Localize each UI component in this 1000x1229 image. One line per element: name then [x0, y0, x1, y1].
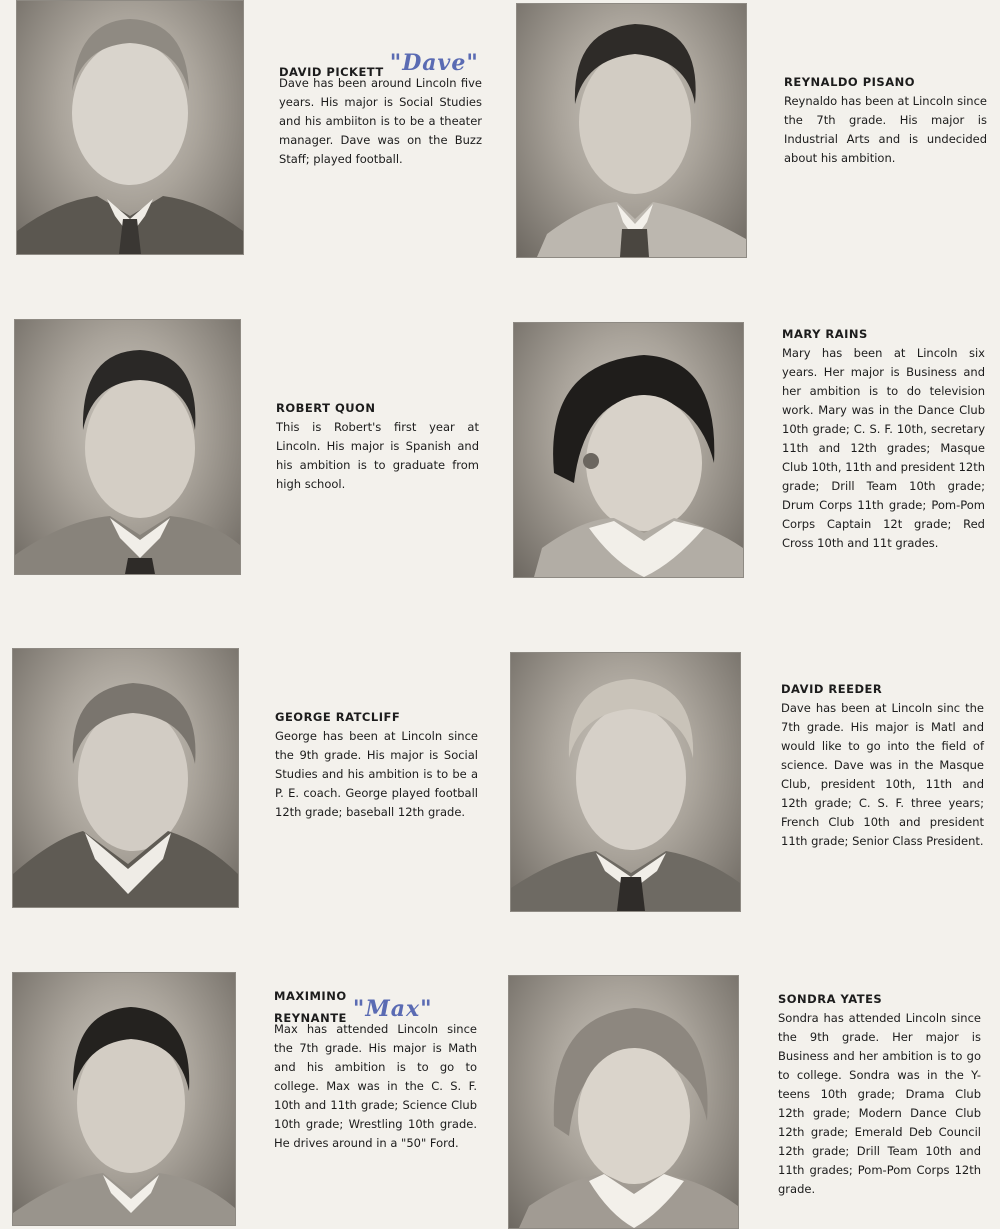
- student-bio: George has been at Lincoln since the 9th grade. His major is Social Studies and his ambition is to be a P. E. coach. George played football 12th grade; baseball 12th grade.: [275, 729, 478, 819]
- student-bio: Reynaldo has been at Lincoln since the 7th grade. His major is Industrial Arts and is undecided about his ambition.: [784, 94, 987, 165]
- portrait-george-ratcliff: [12, 648, 239, 908]
- student-name: ROBERT QUON: [276, 401, 376, 415]
- portrait-david-pickett: [16, 0, 244, 255]
- portrait-sondra-yates: [508, 975, 739, 1229]
- entry-david-pickett: [279, 50, 482, 169]
- student-bio: Dave has been around Lincoln five years. His major is Social Studies and his ambiiton is to be a theater manager. Dave was on the Buzz Staff; played football.: [279, 76, 482, 166]
- student-name: MARY RAINS: [782, 327, 868, 341]
- student-name: DAVID REEDER: [781, 682, 883, 696]
- entry-david-reeder: [781, 680, 984, 851]
- student-bio: Dave has been at Lincoln sinc the 7th grade. His major is Matl and would like to go into the field of science. Dave was in the Masque Club, president 10th, 11th and 12th grade; C. S. F. three years; French Club 10th and president 11th grade; Senior Class President.: [781, 701, 984, 848]
- entry-sondra-yates: [778, 990, 981, 1199]
- entry-robert-quon: [276, 399, 479, 494]
- student-name: DAVID PICKETT: [279, 65, 384, 79]
- portrait-david-reeder: [510, 652, 741, 912]
- entry-maximino-reynante: [274, 987, 477, 1153]
- portrait-maximino-reynante: [12, 972, 236, 1226]
- student-bio: Max has attended Lincoln since the 7th grade. His major is Math and his ambition is to go to college. Max was in the C. S. F. 10th and 11th grade; Science Club 10th grade; Wrestling 10th grade. He drives around in a "50" Ford.: [274, 1022, 477, 1150]
- handwritten-nickname: "Dave": [389, 50, 479, 76]
- handwritten-nickname: "Max": [352, 996, 433, 1022]
- portrait-robert-quon: [14, 319, 241, 575]
- portrait-reynaldo-pisano: [516, 3, 747, 258]
- student-name: REYNALDO PISANO: [784, 75, 916, 89]
- entry-mary-rains: [782, 325, 985, 553]
- entry-reynaldo-pisano: [784, 73, 987, 168]
- student-name: GEORGE RATCLIFF: [275, 710, 401, 724]
- portrait-mary-rains: [513, 322, 744, 578]
- student-bio: Sondra has attended Lincoln since the 9th grade. Her major is Business and her ambition is to go to college. Sondra was in the Y-teens 10th grade; Drama Club 12th grade; Modern Dance Club 12th grade; Emerald Deb Council 12th grade; Drill Team 10th and 11th grades; Pom-Pom Corps 12th grade.: [778, 1011, 981, 1196]
- student-bio: Mary has been at Lincoln six years. Her major is Business and her ambition is to do television work. Mary was in the Dance Club 10th grade; C. S. F. 10th, secretary 11th and 12th grades; Masque Club 10th, 11th and president 12th grade; Drill Team 10th grade; Drum Corps 11th grade; Pom-Pom Corps Captain 12t grade; Red Cross 10th and 11t grades.: [782, 346, 985, 550]
- student-name: MAXIMINO REYNANTE: [274, 989, 347, 1025]
- student-bio: This is Robert's first year at Lincoln. His major is Spanish and his ambition is to graduate from high school.: [276, 420, 479, 491]
- student-name: SONDRA YATES: [778, 992, 883, 1006]
- entry-george-ratcliff: [275, 708, 478, 822]
